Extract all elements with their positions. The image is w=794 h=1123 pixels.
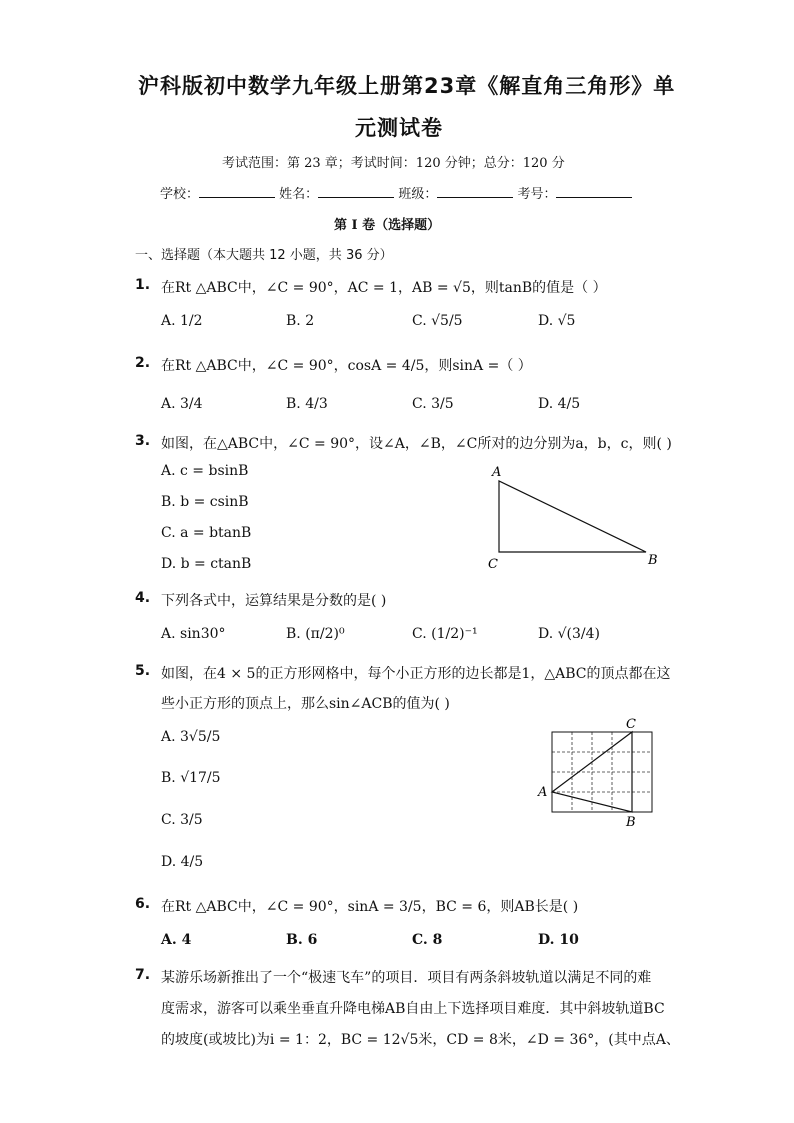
page-title-line1: 沪科版初中数学九年级上册第23章《解直角三角形》单 xyxy=(138,74,676,98)
option-a: A. 3/4 xyxy=(161,396,203,412)
exam-info: 考试范围：第 23 章；考试时间：120 分钟；总分：120 分 xyxy=(222,156,565,171)
option-b: B. 4/3 xyxy=(286,396,328,412)
label-c: C xyxy=(626,717,636,732)
question-stem-line2: 些小正方形的顶点上，那么sin∠ACB的值为( ) xyxy=(161,696,450,712)
triangle-figure xyxy=(480,462,670,572)
question-number: 2. xyxy=(135,355,151,371)
question-number: 1. xyxy=(135,277,151,293)
question-number: 7. xyxy=(135,967,151,983)
option-b: B. b = csinB xyxy=(161,494,249,510)
question-stem-line2: 度需求，游客可以乘坐垂直升降电梯AB自由上下选择项目难度．其中斜坡轨道BC xyxy=(161,1001,665,1017)
option-d: D. 4/5 xyxy=(538,396,581,412)
name-label: 姓名： xyxy=(279,187,319,202)
name-blank[interactable] xyxy=(318,185,394,198)
option-c: C. 3/5 xyxy=(161,812,203,828)
option-c: C. √5/5 xyxy=(412,313,463,329)
option-d: D. 10 xyxy=(538,932,579,948)
label-a: A xyxy=(492,465,502,480)
question-stem: 如图，在△ABC中，∠C = 90°，设∠A，∠B，∠C所对的边分别为a，b，c，则( ) xyxy=(161,436,672,452)
question-stem-line1: 某游乐场新推出了一个“极速飞车”的项目．项目有两条斜坡轨道以满足不同的难 xyxy=(161,970,652,986)
exam-number-label: 考号： xyxy=(517,187,557,202)
option-a: A. c = bsinB xyxy=(161,463,249,479)
option-d: D. √(3/4) xyxy=(538,626,601,642)
label-a: A xyxy=(538,785,548,800)
option-d: D. √5 xyxy=(538,313,576,329)
option-c: C. (1/2)⁻¹ xyxy=(412,626,478,642)
option-a: A. sin30° xyxy=(161,626,226,642)
option-d: D. b = ctanB xyxy=(161,556,252,572)
question-stem: 在Rt △ABC中，∠C = 90°，cosA = 4/5，则sinA =（ ） xyxy=(161,358,532,374)
option-b: B. √17/5 xyxy=(161,770,221,786)
section-heading: 一、选择题（本大题共 12 小题，共 36 分） xyxy=(135,248,393,263)
class-blank[interactable] xyxy=(437,185,513,198)
question-stem-line3: 的坡度(或坡比)为i = 1：2，BC = 12√5米，CD = 8米，∠D = 36°，(其中点A、 xyxy=(161,1032,680,1048)
question-stem: 在Rt △ABC中，∠C = 90°，AC = 1，AB = √5，则tanB的值是（ ） xyxy=(161,280,607,296)
label-b: B xyxy=(648,553,658,568)
part-title: 第 I 卷（选择题） xyxy=(334,218,441,233)
triangle-abc xyxy=(499,481,646,552)
question-number: 4. xyxy=(135,590,151,606)
grid-lines xyxy=(552,732,652,812)
option-b: B. 6 xyxy=(286,932,318,948)
grid-figure xyxy=(535,712,660,830)
label-c: C xyxy=(488,557,498,572)
option-b: B. 2 xyxy=(286,313,315,329)
school-label: 学校： xyxy=(160,187,200,202)
option-c: C. 8 xyxy=(412,932,443,948)
exam-number-blank[interactable] xyxy=(556,185,632,198)
question-number: 6. xyxy=(135,896,151,912)
option-a: A. 1/2 xyxy=(161,313,203,329)
option-d: D. 4/5 xyxy=(161,854,204,870)
question-stem: 下列各式中，运算结果是分数的是( ) xyxy=(161,593,387,609)
option-a: A. 3√5/5 xyxy=(161,729,221,745)
info-fields-row xyxy=(160,183,632,202)
question-stem: 在Rt △ABC中，∠C = 90°，sinA = 3/5，BC = 6，则AB长是( ) xyxy=(161,899,579,915)
option-c: C. a = btanB xyxy=(161,525,252,541)
class-label: 班级： xyxy=(398,187,438,202)
school-blank[interactable] xyxy=(199,185,275,198)
page-title-line2: 元测试卷 xyxy=(355,116,443,140)
option-c: C. 3/5 xyxy=(412,396,454,412)
question-number: 3. xyxy=(135,433,151,449)
label-b: B xyxy=(626,815,636,830)
question-number: 5. xyxy=(135,663,151,679)
question-stem-line1: 如图，在4 × 5的正方形网格中，每个小正方形的边长都是1，△ABC的顶点都在这 xyxy=(161,666,671,682)
option-a: A. 4 xyxy=(161,932,192,948)
option-b: B. (π/2)⁰ xyxy=(286,626,345,642)
